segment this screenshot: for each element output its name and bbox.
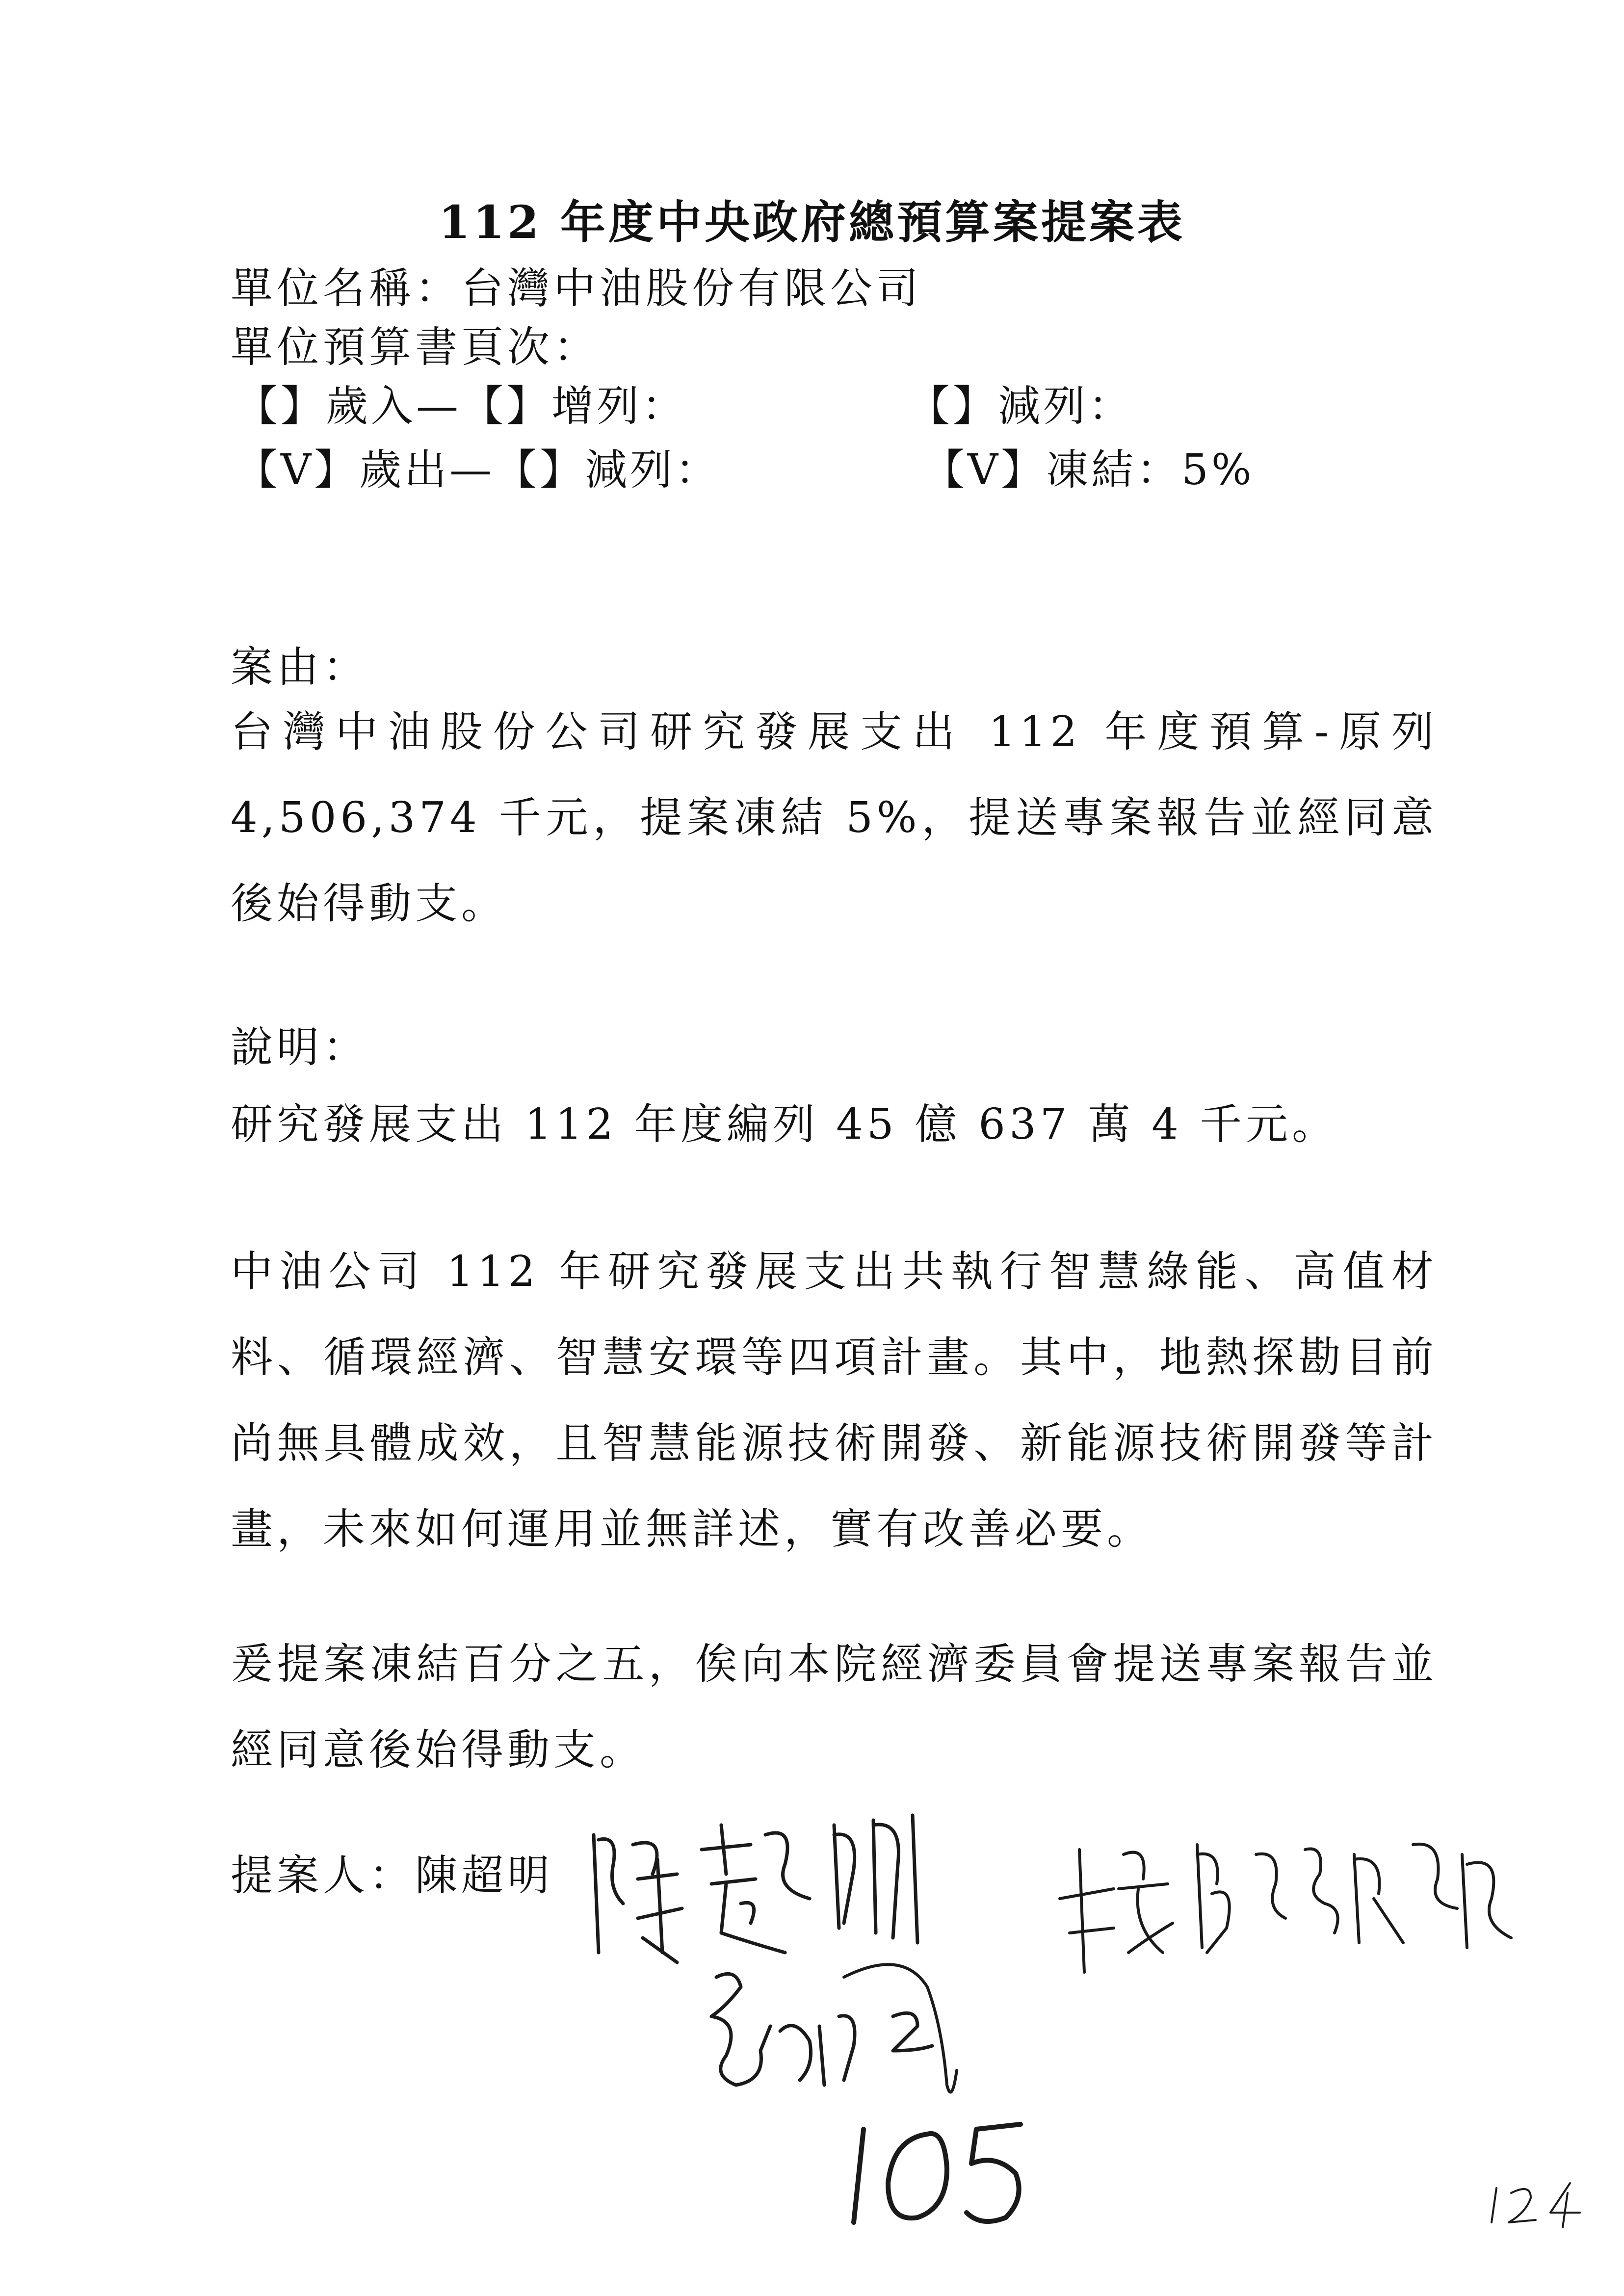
explain-paragraph-2: 中油公司 112 年研究發展支出共執行智慧綠能、高值材料、循環經濟、智慧安環等四項計畫。其中，地熱探勘目前尚無具體成效，且智慧能源技術開發、新能源技術開發等計畫，未來如何運用並無詳述，實有改善必要。 [231,1247,1438,1554]
unit-budget-page: 單位預算書頁次： [231,323,600,372]
handwritten-page-number [1482,2173,1595,2232]
handwritten-signature-1 [579,1805,952,1972]
explain-paragraph-3: 爰提案凍結百分之五，俟向本院經濟委員會提送專案報告並經同意後始得動支。 [231,1640,1438,1774]
explain-paragraph-1: 研究發展支出 112 年度編列 45 億 637 萬 4 千元。 [231,1100,1338,1149]
revenue-row-left: 【】歲入—【】增列： [236,382,687,431]
case-text: 台灣中油股份公司研究發展支出 112 年度預算-原列 4,506,374 千元，提案凍結 5%，提送專案報告並經同意後始得動支。 [231,707,1438,928]
expense-row-right: 【V】凍結：5% [922,445,1255,495]
revenue-row-right: 【】減列： [908,382,1133,431]
expense-row-left: 【V】歲出—【】減列： [236,445,721,495]
handwritten-number [834,2110,1040,2237]
document-title: 112 年度中央政府總預算案提案表 [438,196,1186,249]
explain-label: 說明： [231,1023,369,1072]
handwritten-signature-3 [1050,1825,1550,1987]
proposer: 提案人：陳超明 [231,1851,553,1900]
unit-name: 單位名稱：台灣中油股份有限公司 [231,264,922,313]
handwritten-signature-2 [697,1957,1011,2105]
case-label: 案由： [231,643,369,692]
